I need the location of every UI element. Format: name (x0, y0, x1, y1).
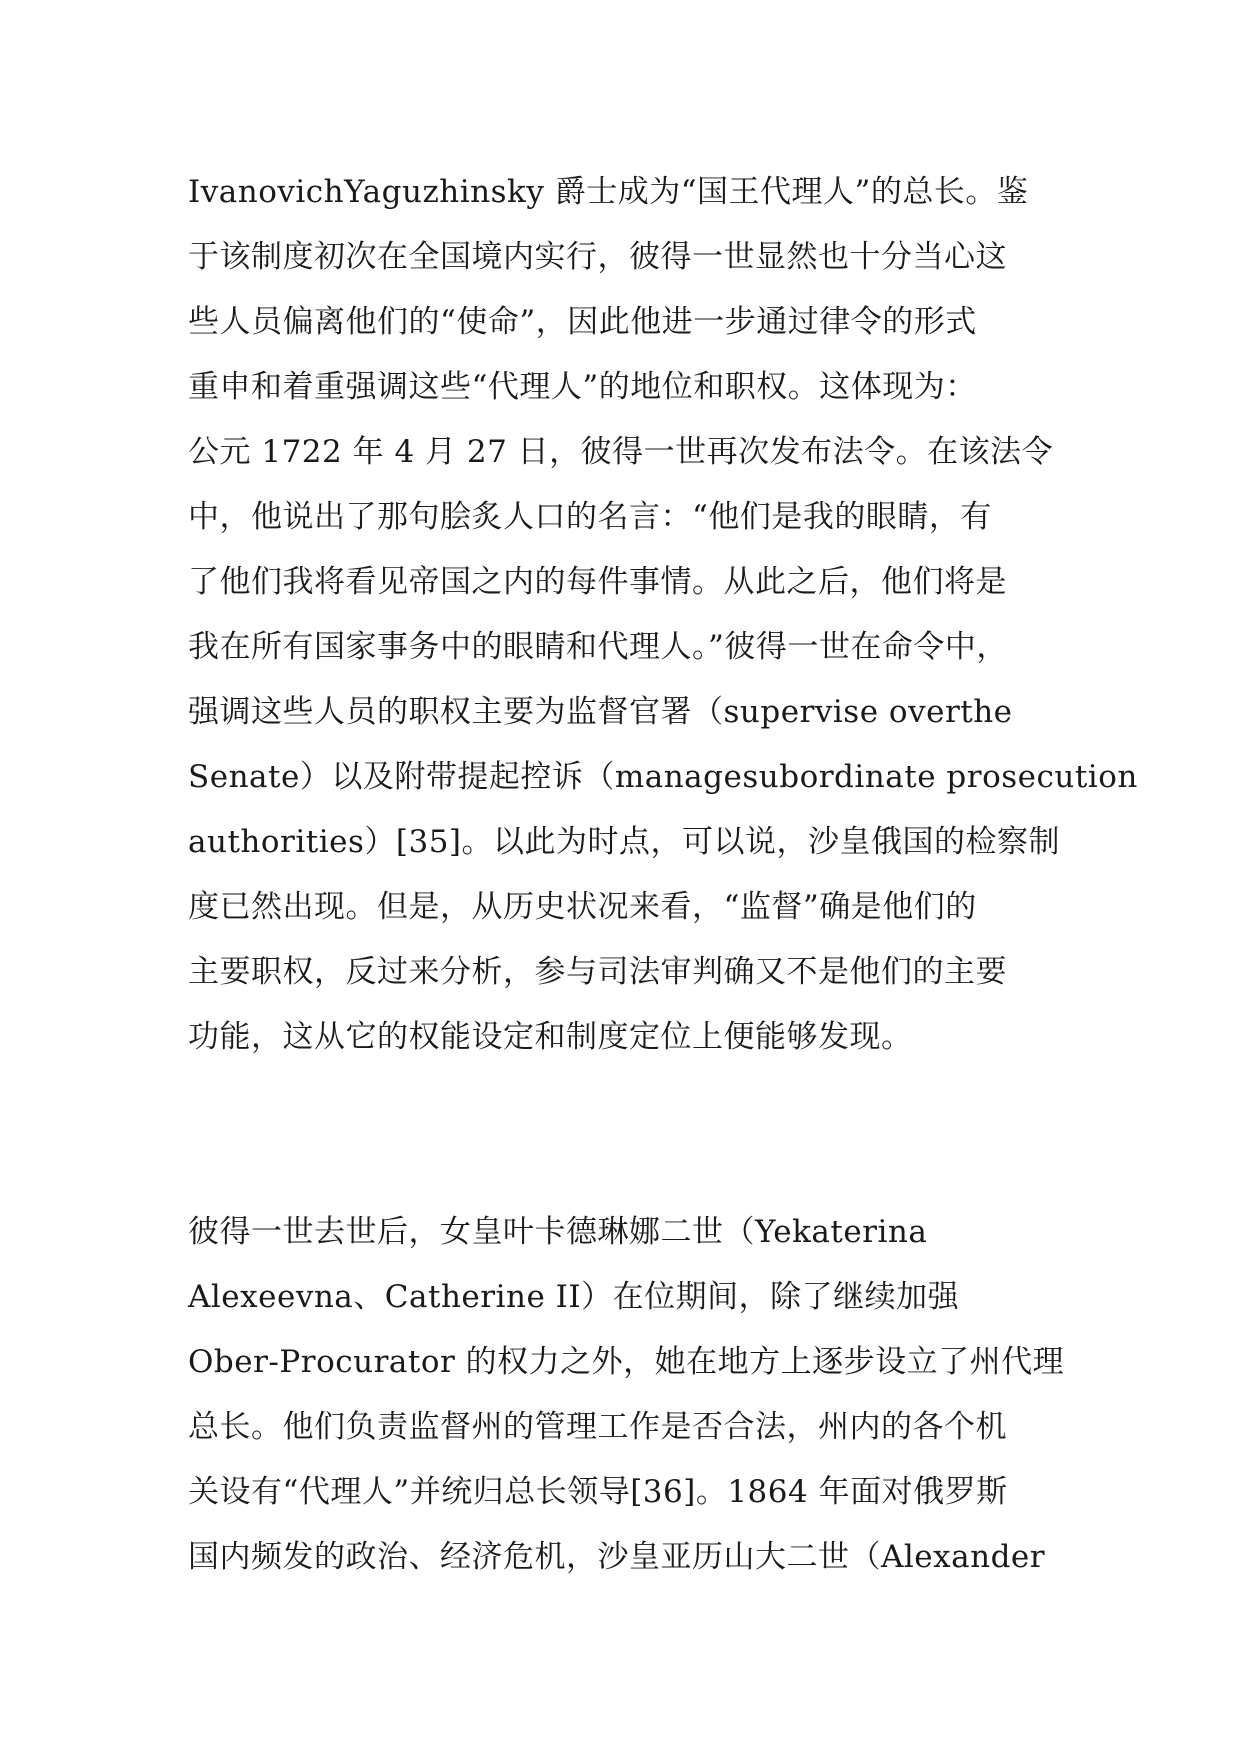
text-line: 总长。他们负责监督州的管理工作是否合法，州内的各个机 (188, 1409, 1007, 1445)
text-line: 中，他说出了那句脍炙人口的名言：“他们是我的眼睛，有 (188, 499, 992, 535)
text-line: Alexeevna、Catherine II）在位期间，除了继续加强 (188, 1279, 960, 1315)
text-line: 国内频发的政治、经济危机，沙皇亚历山大二世（Alexander (188, 1539, 1046, 1575)
text-line: 我在所有国家事务中的眼睛和代理人。”彼得一世在命令中， (188, 629, 1008, 665)
text-line: authorities）[35]。以此为时点，可以说，沙皇俄国的检察制 (188, 824, 1061, 860)
text-line: 主要职权，反过来分析，参与司法审判确又不是他们的主要 (188, 954, 1007, 990)
text-line: 公元 1722 年 4 月 27 日，彼得一世再次发布法令。在该法令 (188, 434, 1054, 470)
text-line: 于该制度初次在全国境内实行，彼得一世显然也十分当心这 (188, 239, 1007, 275)
text-line: 强调这些人员的职权主要为监督官署（supervise overthe (188, 694, 1013, 730)
text-line: 关设有“代理人”并统归总长领导[36]。1864 年面对俄罗斯 (188, 1474, 1008, 1510)
text-line: Ober-Procurator 的权力之外，她在地方上逐步设立了州代理 (188, 1344, 1065, 1380)
text-line: 度已然出现。但是，从历史状况来看，“监督”确是他们的 (188, 889, 977, 925)
text-line: Senate）以及附带提起控诉（managesubordinate prosecution (188, 759, 1138, 795)
paragraph-procurator-history (188, 160, 1138, 1070)
paragraph-catherine-era (188, 1200, 1068, 1590)
text-line: 重申和着重强调这些“代理人”的地位和职权。这体现为： (188, 369, 977, 405)
text-line: 了他们我将看见帝国之内的每件事情。从此之后，他们将是 (188, 564, 1007, 600)
text-line: IvanovichYaguzhinsky 爵士成为“国王代理人”的总长。鉴 (188, 174, 1029, 210)
text-line: 功能，这从它的权能设定和制度定位上便能够发现。 (188, 1019, 913, 1055)
text-line: 些人员偏离他们的“使命”，因此他进一步通过律令的形式 (188, 304, 977, 340)
text-line: 彼得一世去世后，女皇叶卡德琳娜二世（Yekaterina (188, 1214, 928, 1250)
